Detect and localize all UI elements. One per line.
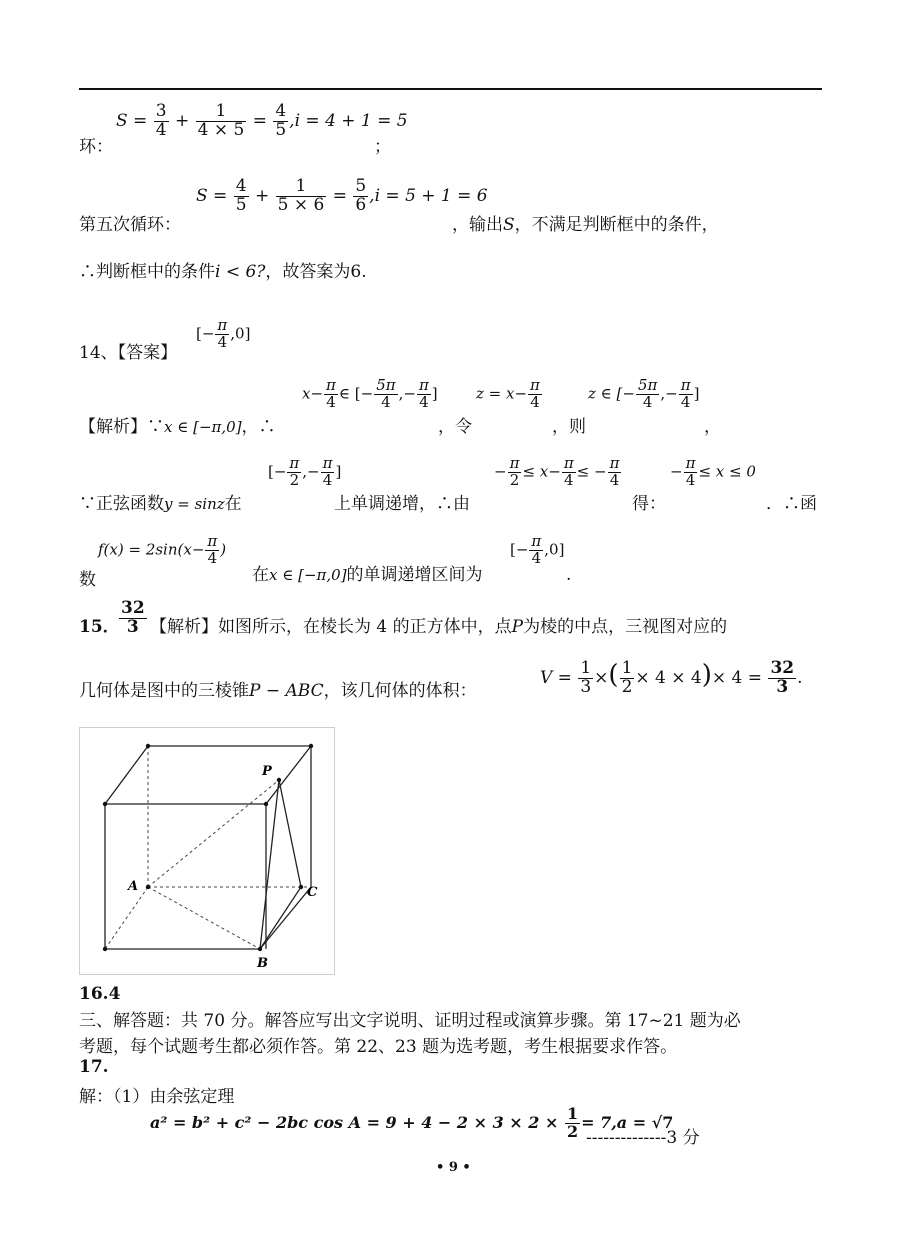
vertex-P bbox=[277, 778, 281, 782]
q14-inequality: − $\frac{\pi}{2}$ ≤ x− $\frac{\pi}{4}$ ≤ − $\frac{\pi}{4}$ bbox=[494, 454, 620, 489]
q14-z-range: z ∈ [− $\frac{5\pi}{4}$ ,− $\frac{\pi}{4}$ ] bbox=[588, 376, 700, 411]
q14-answer-interval: [− $\frac{\pi}{4}$ ,0] bbox=[196, 316, 251, 351]
q14-fx: f(x) = 2sin(x− $\frac{\pi}{4}$ ) bbox=[98, 532, 227, 567]
q15-answer: $\frac{32}{3}$ bbox=[121, 598, 145, 637]
page-number: • 9 • bbox=[436, 1160, 471, 1175]
line1-prefix: 环： bbox=[79, 137, 113, 157]
q14-x-range: x− $\frac{\pi}{4}$ ∈ [− $\frac{5\pi}{4}$ ,− $\frac{\pi}{4}$ ] bbox=[302, 376, 438, 411]
q14-ze: ，则 bbox=[552, 417, 586, 437]
formula-loop4: S = $\frac{3}{4}$ + $\frac{1}{4 \times 5}$ = $\frac{4}{5}$ ,i = 4 + 1 = 5 bbox=[116, 101, 408, 140]
label-C: C bbox=[307, 885, 318, 900]
q16-answer: 16.4 bbox=[79, 984, 121, 1004]
vertex-back-top-right bbox=[309, 744, 313, 748]
q17-solution-intro: 解：（1）由余弦定理 bbox=[79, 1087, 235, 1107]
label-P: P bbox=[262, 764, 272, 779]
line2-suffix: ，输出S，不满足判断框中的条件， bbox=[452, 215, 719, 235]
vertex-front-top-left bbox=[103, 802, 107, 806]
q17-label: 17. bbox=[79, 1057, 109, 1077]
section3-line1: 三、解答题：共 70 分。解答应写出文字说明、证明过程或演算步骤。第 17~21 题为必 bbox=[79, 1011, 741, 1031]
q15-volume-formula: V = $\frac{1}{3}$ ×( $\frac{1}{2}$ × 4 × 4)× 4 = $\frac{32}{3}$ . bbox=[540, 658, 803, 697]
formula-loop5: S = $\frac{4}{5}$ + $\frac{1}{5 \times 6}$ = $\frac{5}{6}$ ,i = 5 + 1 = 6 bbox=[196, 176, 488, 215]
line3: ∴判断框中的条件i < 6?，故答案为6. bbox=[79, 262, 367, 282]
q14-z-def: z = x− $\frac{\pi}{4}$ bbox=[476, 376, 540, 411]
vertex-A bbox=[146, 885, 150, 889]
q17-score: --------------3 分 bbox=[586, 1128, 700, 1148]
q15-line2: 几何体是图中的三棱锥P − ABC，该几何体的体积： bbox=[79, 681, 477, 701]
cube-figure bbox=[79, 727, 335, 975]
q14-result: − $\frac{\pi}{4}$ ≤ x ≤ 0 bbox=[670, 454, 756, 489]
q14-sine-text: ∵正弦函数y = sinz在 bbox=[79, 494, 242, 514]
line1-suffix: ； bbox=[374, 137, 391, 157]
label-A: A bbox=[128, 879, 139, 894]
q14-mono: 上单调递增，∴由 bbox=[334, 494, 470, 514]
q15-line1: 【解析】如图所示，在棱长为 4 的正方体中，点P为棱的中点，三视图对应的 bbox=[150, 617, 728, 637]
q14-domain-text: 在x ∈ [−π,0]的单调递增区间为 bbox=[252, 565, 483, 585]
vertex-back-top-left bbox=[146, 744, 150, 748]
q17-cosine-formula: a² = b² + c² − 2bc cos A = 9 + 4 − 2 × 3 × 2 × $\frac{1}{2}$ = 7,a = √7 bbox=[150, 1104, 674, 1141]
section3-line2: 考题，每个试题考生都必须作答。第 22、23 题为选考题，考生根据要求作答。 bbox=[79, 1037, 678, 1057]
top-rule bbox=[79, 88, 822, 90]
q14-label: 14、【答案】 bbox=[79, 343, 178, 363]
vertex-front-top-right bbox=[264, 802, 268, 806]
vertex-C bbox=[299, 885, 303, 889]
q14-comma: ， bbox=[704, 417, 721, 437]
q14-therefore: ．∴函 bbox=[766, 494, 817, 514]
vertex-front-bottom-left bbox=[103, 947, 107, 951]
q14-analysis-line1: 【解析】∵x ∈ [−π,0]，∴ bbox=[79, 417, 276, 437]
q14-ling: ，令 bbox=[438, 417, 472, 437]
q15-label: 15． bbox=[79, 617, 120, 637]
q14-period: . bbox=[566, 565, 572, 585]
q14-sine-interval: [− $\frac{\pi}{2}$ ,− $\frac{\pi}{4}$ ] bbox=[268, 454, 342, 489]
q14-shu: 数 bbox=[79, 570, 96, 590]
q14-de: 得： bbox=[632, 494, 666, 514]
q14-final-interval: [− $\frac{\pi}{4}$ ,0] bbox=[510, 532, 565, 567]
vertex-B bbox=[258, 947, 262, 951]
label-B: B bbox=[257, 956, 268, 971]
line2-prefix: 第五次循环： bbox=[79, 215, 181, 235]
